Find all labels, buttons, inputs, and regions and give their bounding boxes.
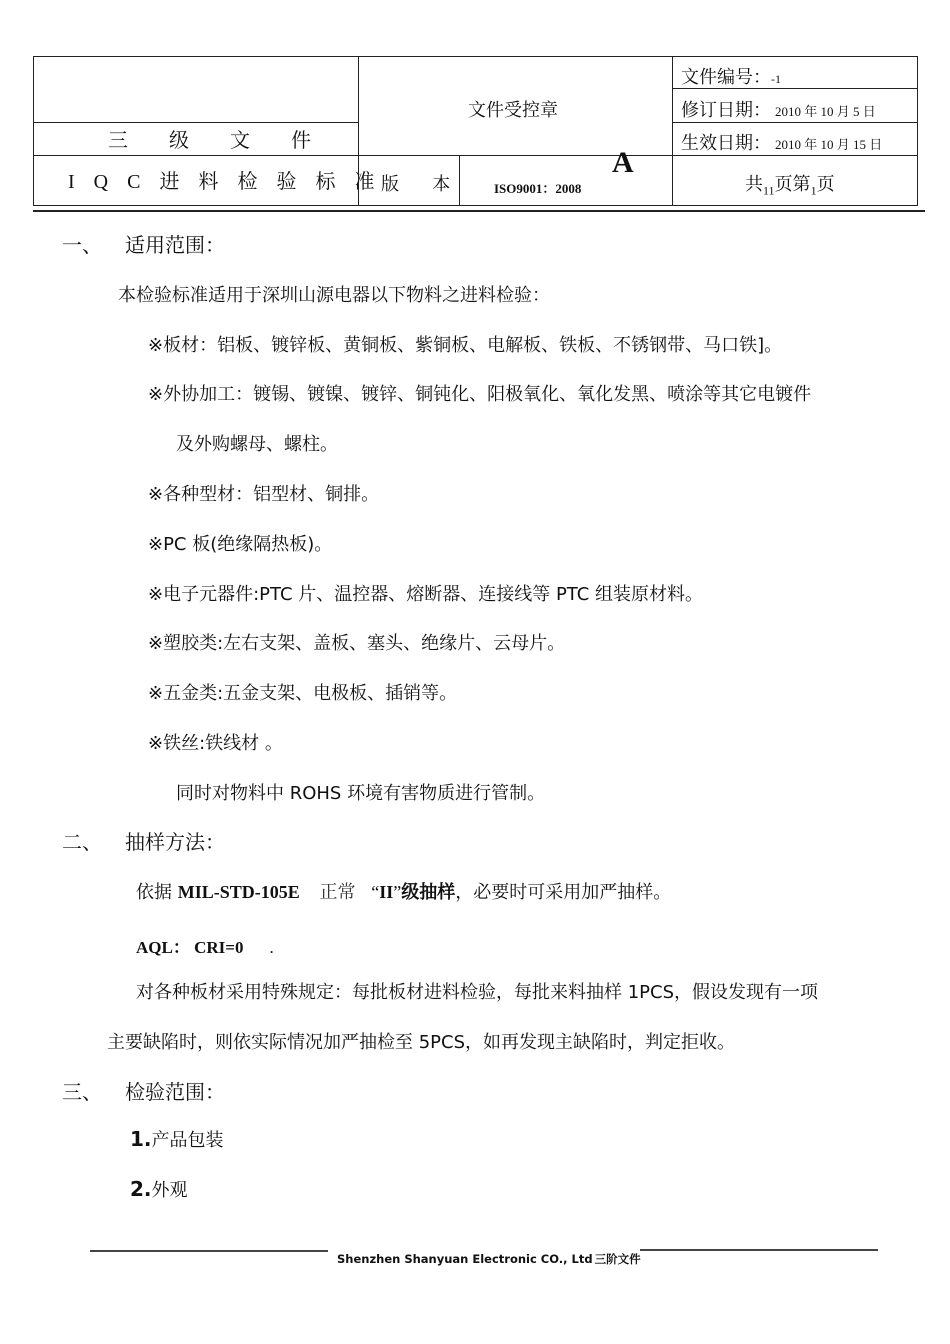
page-total: 11	[763, 183, 775, 198]
scope-item: ※外协加工：镀锡、镀镍、镀锌、铜钝化、阳极氧化、氧化发黑、喷涂等其它电镀件	[148, 384, 812, 405]
section2-number: 二、	[62, 832, 102, 854]
revise-date-value: 2010 年 10 月 5 日	[775, 104, 876, 119]
doc-number	[681, 63, 781, 89]
control-stamp: 文件受控章	[468, 100, 558, 120]
sampling-standard	[136, 878, 671, 904]
sampling-basis: 依据	[136, 882, 172, 903]
doc-tier: 三阶文件	[594, 1252, 641, 1266]
section1-title: 适用范围：	[125, 235, 225, 257]
page-mid: 页第	[774, 174, 811, 194]
section1-intro: 本检验标准适用于深圳山源电器以下物料之进料检验：	[118, 285, 550, 306]
effective-date-value: 2010 年 10 月 15 日	[775, 137, 883, 152]
revise-date-label: 修订日期：	[681, 100, 771, 120]
inspection-item-number: 1.	[130, 1127, 152, 1151]
scope-item: 及外购螺母、螺柱。	[176, 434, 338, 455]
scope-item: ※电子元器件:PTC 片、温控器、熔断器、连接线等 PTC 组装原材料。	[148, 584, 704, 605]
effective-date-label: 生效日期：	[681, 133, 771, 153]
company-name: Shenzhen Shanyuan Electronic CO., Ltd	[337, 1252, 593, 1266]
iso-standard: ISO9001：2008	[494, 181, 582, 196]
section1-number: 一、	[62, 235, 102, 257]
doc-number-value: -1	[771, 72, 781, 86]
doc-level: 三 级 文 件	[108, 130, 329, 152]
special-rule-line1: 对各种板材采用特殊规定：每批板材进料检验，每批来料抽样 1PCS，假设发现有一项	[136, 982, 819, 1003]
scope-item: ※塑胶类:左右支架、盖板、塞头、绝缘片、云母片。	[148, 633, 566, 654]
aql-line	[136, 933, 274, 958]
aql-dot: .	[269, 938, 274, 957]
scope-item: ※铁丝:铁线材 。	[148, 733, 283, 754]
version-value: A	[612, 146, 634, 179]
page-current: 1	[810, 183, 817, 198]
inspection-item-number: 2.	[130, 1177, 152, 1201]
effective-date	[681, 129, 882, 155]
quote-close: ”	[393, 882, 402, 902]
mil-std: MIL-STD-105E	[177, 882, 300, 902]
doc-number-label: 文件编号：	[681, 67, 771, 87]
footer-company	[337, 1251, 641, 1267]
page-prefix: 共	[745, 174, 763, 194]
sampling-level-label: 级抽样	[401, 882, 456, 903]
scope-item: ※各种型材：铝型材、铜排。	[148, 484, 380, 505]
scope-item: ※PC 板(绝缘隔热板)。	[148, 534, 333, 555]
section3-title: 检验范围：	[125, 1082, 225, 1104]
inspection-item	[130, 1176, 188, 1202]
inspection-item-text: 产品包装	[151, 1130, 224, 1151]
sampling-level: II	[379, 882, 394, 902]
aql-value: AQL： CRI=0	[136, 938, 244, 957]
doc-title: I Q C 进 料 检 验 标 准	[68, 171, 382, 193]
revise-date	[681, 96, 876, 122]
scope-item: ※板材：铝板、镀锌板、黄铜板、紫铜板、电解板、铁板、不锈钢带、马口铁]。	[148, 335, 783, 356]
sampling-normal: 正常	[319, 882, 356, 902]
quote-open: “	[371, 882, 380, 902]
inspection-item	[130, 1126, 224, 1152]
section3-number: 三、	[62, 1082, 102, 1104]
inspection-item-text: 外观	[151, 1180, 188, 1201]
version-label: 版 本	[381, 174, 465, 194]
section2-title: 抽样方法：	[125, 832, 225, 854]
rohs-note: 同时对物料中 ROHS 环境有害物质进行管制。	[176, 783, 546, 804]
scope-item: ※五金类:五金支架、电极板、插销等。	[148, 683, 458, 704]
special-rule-line2: 主要缺陷时，则依实际情况加严抽检至 5PCS，如再发现主缺陷时，判定拒收。	[107, 1032, 736, 1053]
page-count	[745, 170, 835, 199]
page-suffix: 页	[816, 174, 835, 194]
sampling-note: ，必要时可采用加严抽样。	[455, 882, 672, 903]
